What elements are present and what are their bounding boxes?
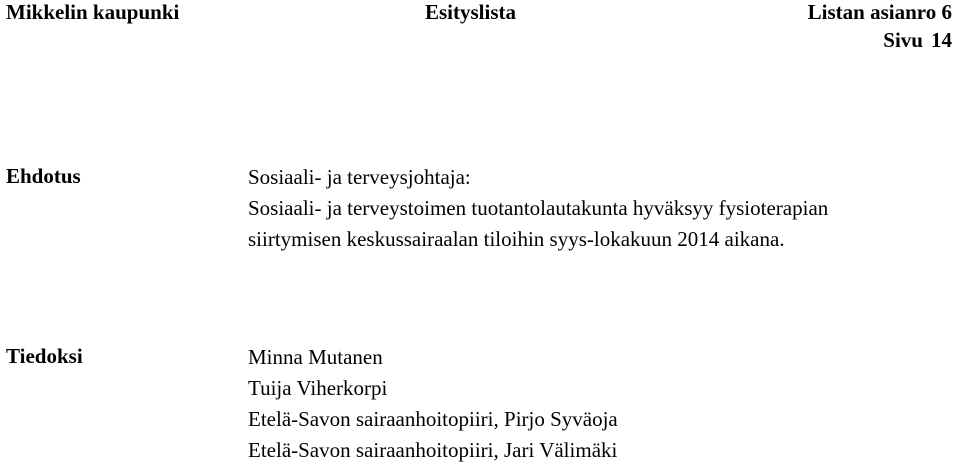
document-type: Esityslista [425,0,517,24]
organization-name: Mikkelin kaupunki [6,0,180,24]
proposal-line: Sosiaali- ja terveysjohtaja: [248,165,471,189]
recipient-item: Etelä-Savon sairaanhoitopiiri, Jari Välimäki [248,438,618,462]
page-number: 14 [931,28,952,52]
proposal-text [248,162,828,255]
proposal-line: siirtymisen keskussairaalan tiloihin syys-lokakuun 2014 aikana. [248,227,785,251]
info-label: Tiedoksi [6,344,83,368]
recipient-item: Etelä-Savon sairaanhoitopiiri, Pirjo Syväoja [248,407,618,431]
proposal-line: Sosiaali- ja terveystoimen tuotantolautakunta hyväksyy fysioterapian [248,196,829,220]
agenda-item-number: Listan asianro 6 [807,0,952,24]
page-label: Sivu [883,28,923,52]
recipient-list [248,342,618,466]
page-indicator [883,28,952,52]
recipient-item: Tuija Viherkorpi [248,376,388,400]
proposal-label: Ehdotus [6,164,81,188]
recipient-item: Minna Mutanen [248,345,383,369]
